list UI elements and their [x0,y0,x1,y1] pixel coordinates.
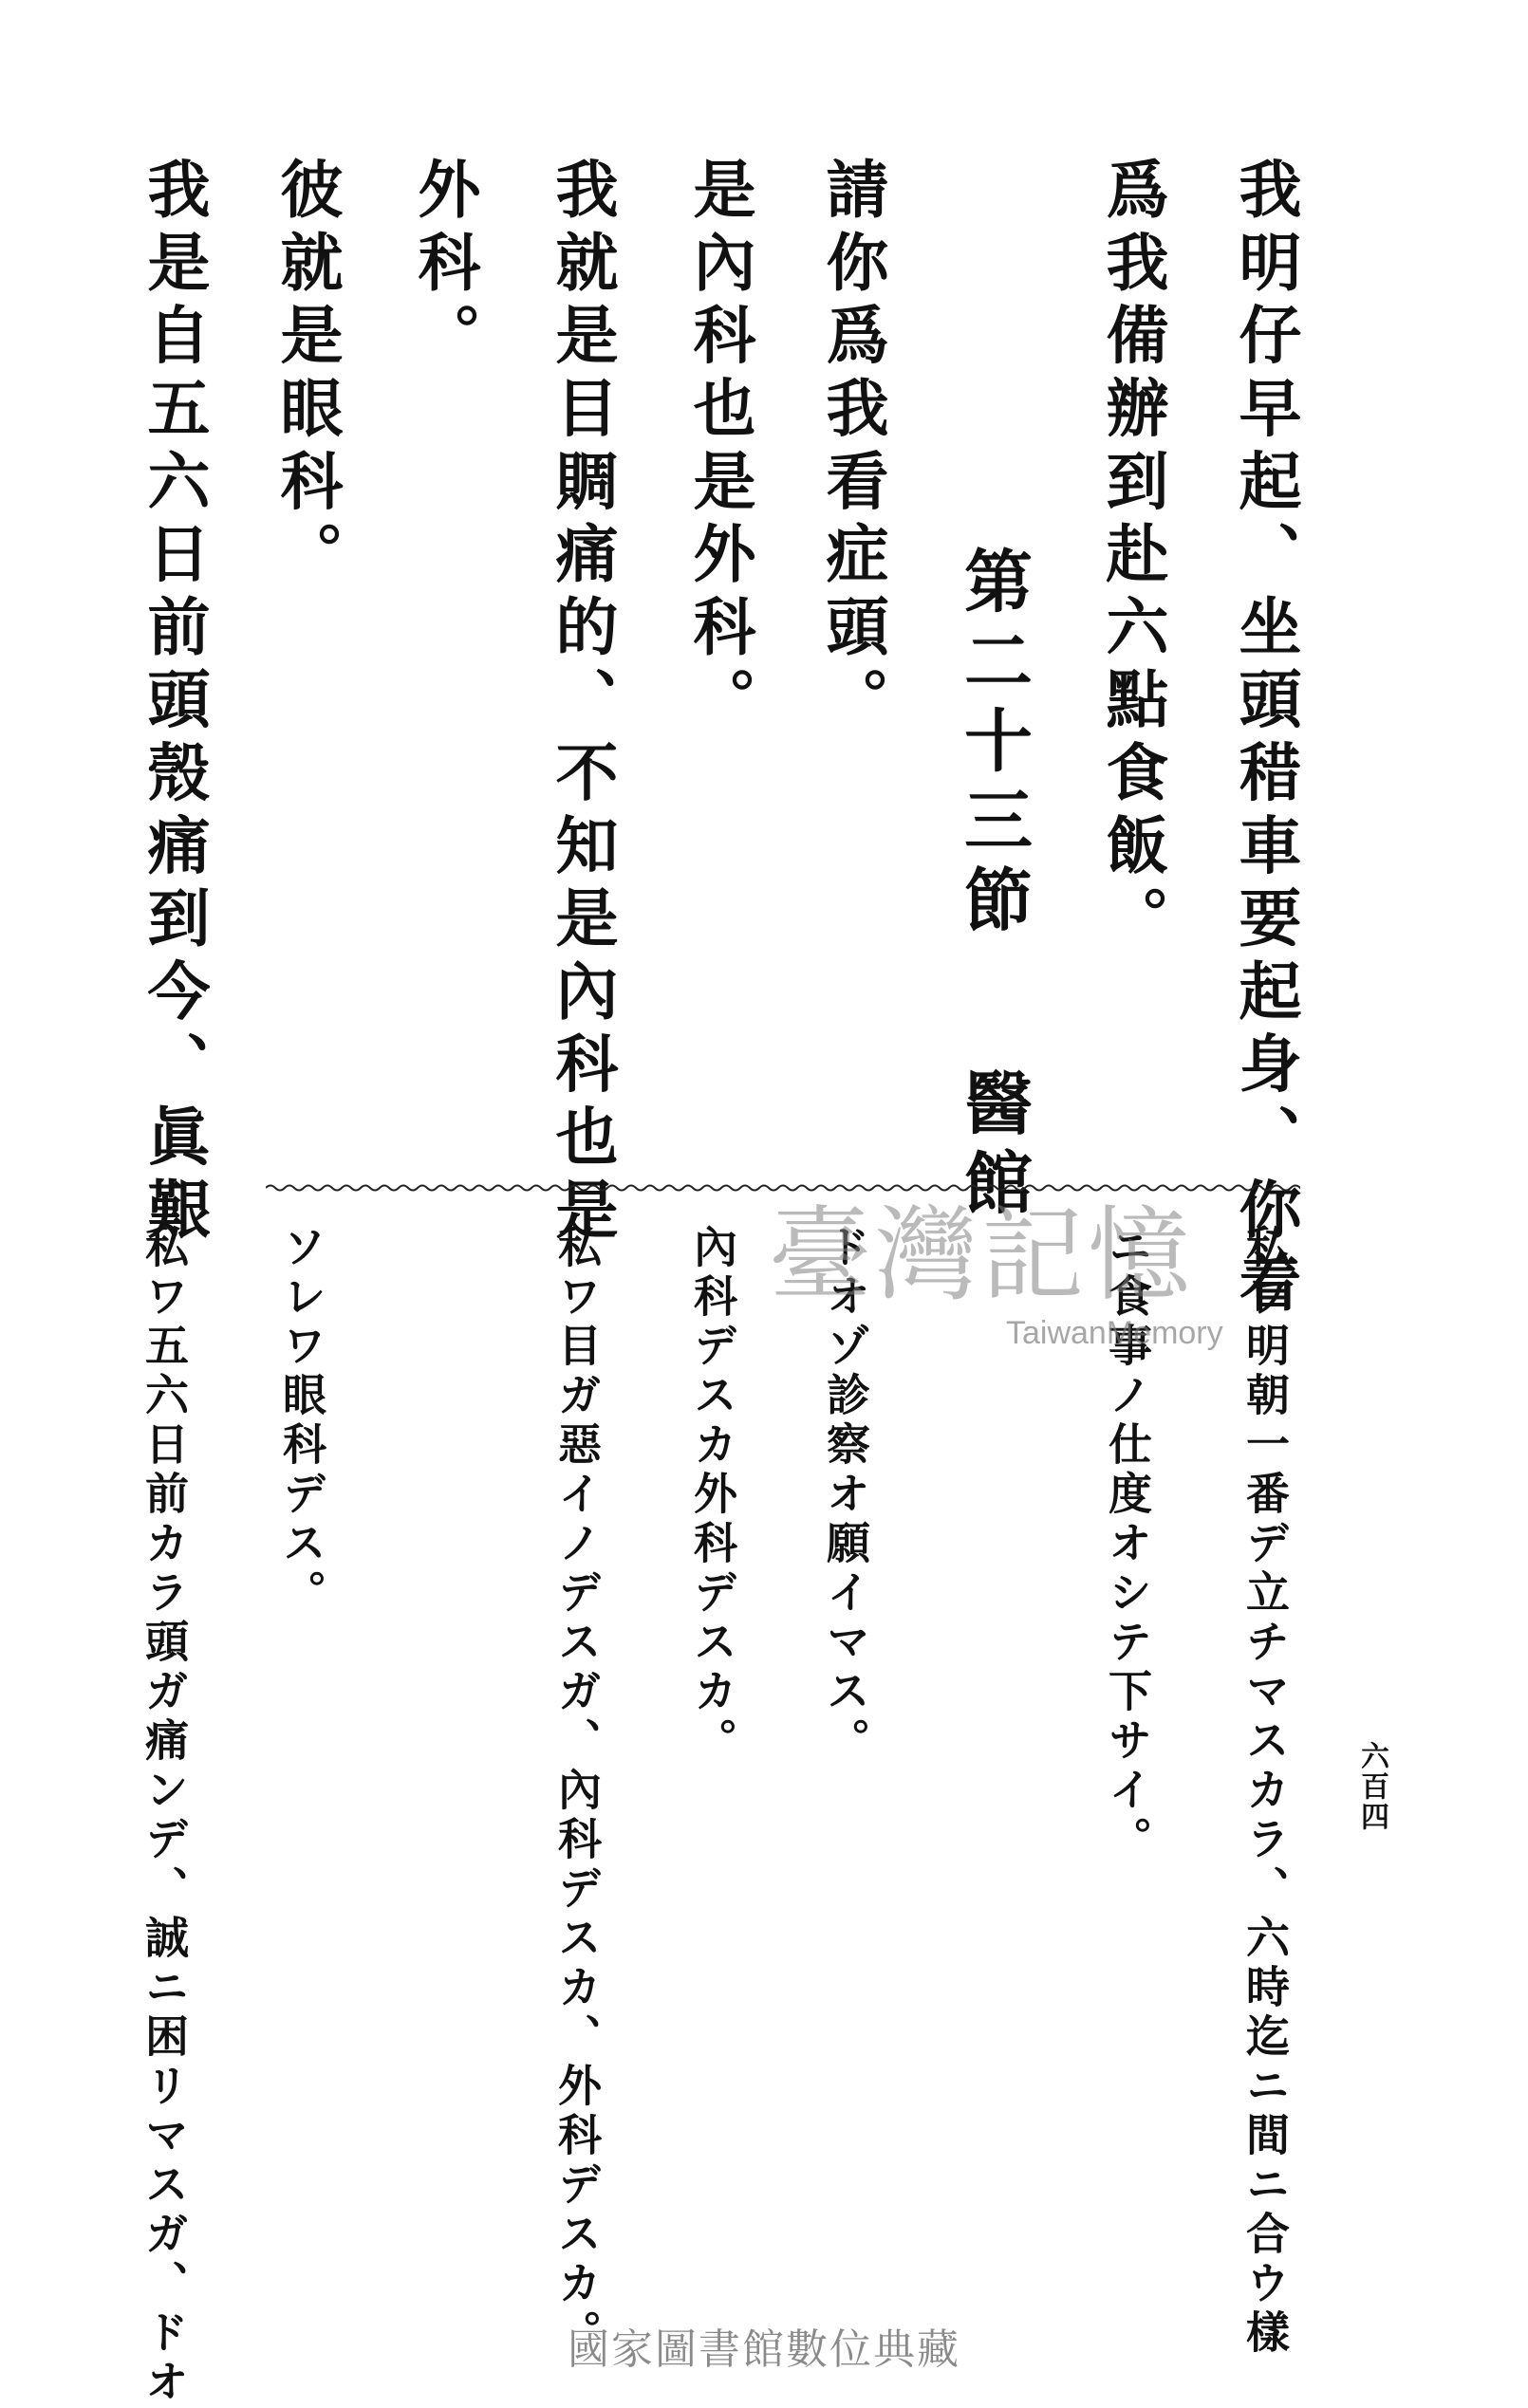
watermark-subtitle: TaiwanMemory [1006,1315,1223,1351]
han-line-5: 我就是目賙痛的、不知是內科也是 [545,157,619,1250]
footer-credit: 國家圖書館數位典藏 [568,2325,960,2374]
han-line-7: 彼就是眼科。 [270,157,344,594]
ja-line-3: ドオゾ診察オ願イマス。 [820,1224,871,1767]
ja-line-7: 私ワ五六日前カラ頭ガ痛ンデ、誠ニ困リマスガ、ドオ [139,1224,190,2408]
han-line-3: 請你爲我看症頭。 [815,157,889,740]
ja-line-2: ニ食事ノ仕度オシテ下サイ。 [1102,1224,1153,1865]
section-heading: 醫館 [953,1067,1034,1227]
watermark-logo [769,1196,1300,1357]
ja-line-6: ソレワ眼科デス。 [276,1224,327,1619]
page-number: 六百四 [1355,1741,1388,1832]
han-line-1: 我明仔早起、坐頭稓車要起身、你着 [1228,157,1302,1323]
han-line-6: 外科。 [407,157,481,376]
ja-line-4: 內科デスカ外科デスカ。 [687,1224,738,1767]
watermark-title: 臺灣記憶 [769,1196,1195,1315]
section-number: 第二十三節 [953,546,1034,944]
ja-line-5: 私ワ目ガ惡イノデスガ、內科デスカ、外科デスカ。 [551,1224,603,2359]
ja-line-1: 私ワ明朝一番デ立チマスカラ、六時迄ニ間ニ合ウ樣 [1239,1224,1291,2359]
han-line-8: 我是自五六日前頭殼痛到今、眞艱 [137,157,211,1250]
han-line-2: 爲我備辦到赴六點食飯。 [1095,157,1169,958]
han-line-4: 是內科也是外科。 [682,157,756,740]
